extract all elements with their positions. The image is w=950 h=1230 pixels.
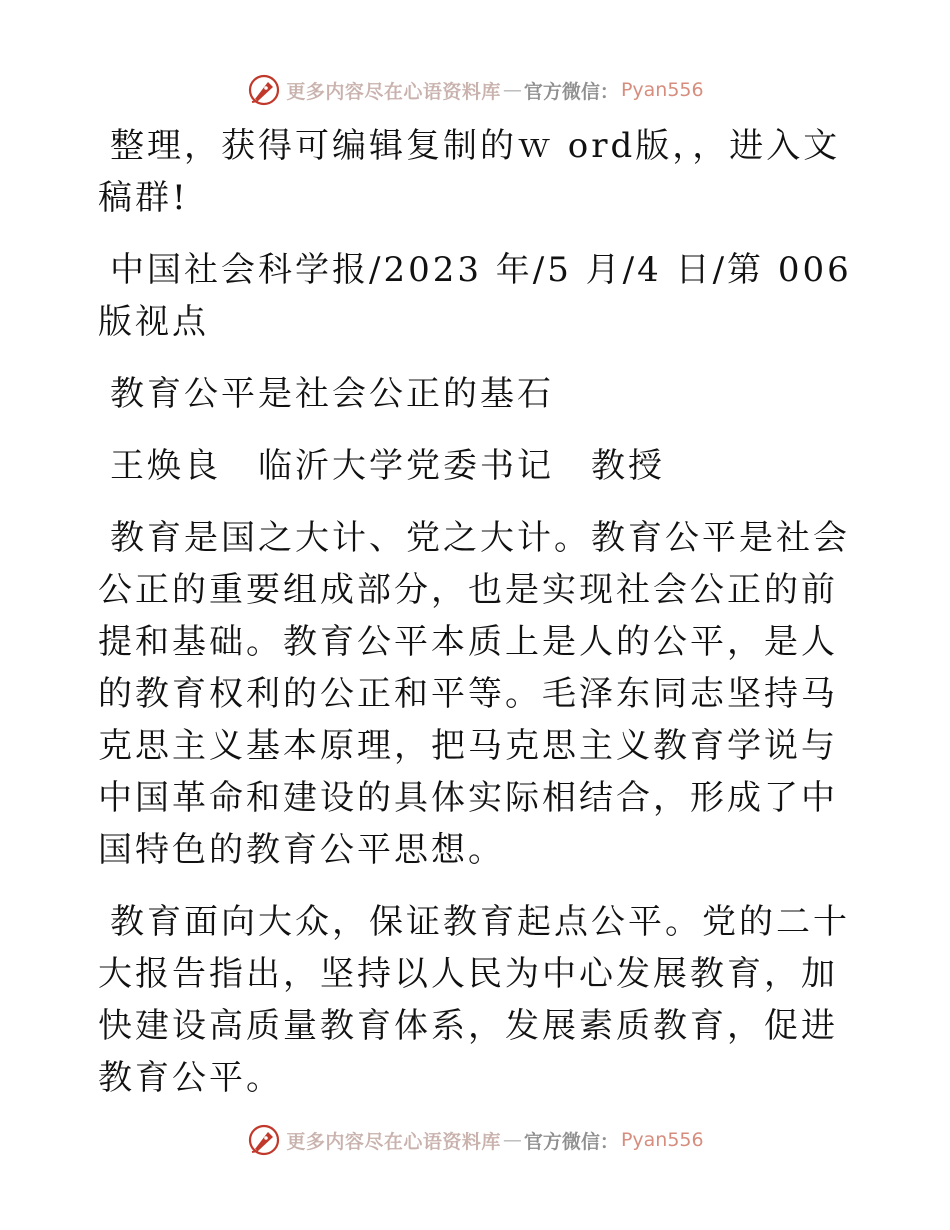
watermark-separator: — [502, 1129, 522, 1151]
article-title: 教育公平是社会公正的基石 [110, 374, 554, 414]
watermark-wechat-id: Pyan556 [620, 1129, 704, 1151]
watermark-official-label: 官方微信： [523, 1130, 619, 1153]
article-author-line: 王焕良 临沂大学党委书记 教授 [110, 446, 665, 486]
paragraph-body-1: 教育是国之大计、党之大计。教育公平是社会公正的重要组成部分，也是实现社会公正的前提和基础。教育公平本质上是人的公平，是人的教育权利的公正和平等。毛泽东同志坚持马克思主义基本原理，把马克思主义教育学说与中国革命和建设的具体实际相结合，形成了中国特色的教育公平思想。 [98, 518, 850, 870]
paragraph-source-line: 中国社会科学报/2023 年/5 月/4 日/第 006 版视点 [98, 250, 852, 342]
watermark-official-label: 官方微信： [523, 80, 619, 103]
header-watermark [0, 70, 950, 110]
document-body [98, 120, 858, 1124]
watermark-wechat-id: Pyan556 [620, 79, 704, 101]
pen-nib-logo-icon [246, 72, 282, 108]
watermark-separator: — [502, 79, 522, 101]
paragraph-intro-note: 整理，获得可编辑复制的ｗ ord版，，进入文稿群! [98, 126, 841, 218]
watermark-site-text: 更多内容尽在心语资料库 [286, 1130, 501, 1153]
paragraph-body-2: 教育面向大众，保证教育起点公平。党的二十大报告指出，坚持以人民为中心发展教育，加快建设高质量教育体系，发展素质教育，促进教育公平。 [98, 902, 850, 1098]
footer-watermark [0, 1120, 950, 1160]
pen-nib-logo-icon [246, 1122, 282, 1158]
watermark-site-text: 更多内容尽在心语资料库 [286, 80, 501, 103]
